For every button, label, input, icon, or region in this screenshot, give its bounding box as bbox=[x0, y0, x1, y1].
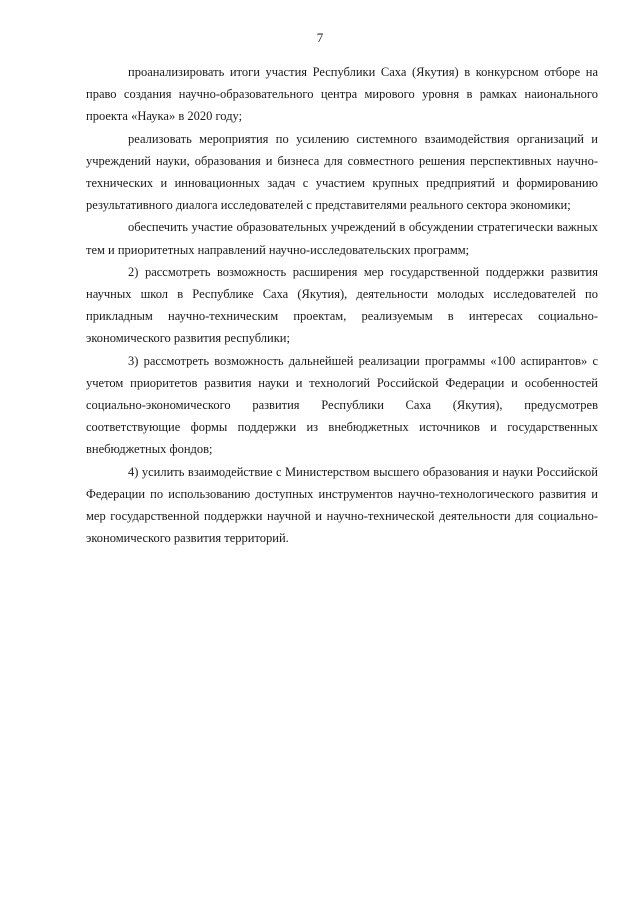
document-body bbox=[86, 61, 598, 549]
paragraph-interaction-measures: реализовать мероприятия по усилению системного взаимодействия организаций и учреждений науки, образования и бизнеса для совместного решения перспективных научно-технических и инновационных задач с участием крупных предприятий и формированию результативного диалога исследователей с представителями реального сектора экономики; bbox=[86, 131, 598, 213]
paragraph-education-participation: обеспечить участие образовательных учреждений в обсуждении стратегически важных тем и приоритетных направлений научно-исследовательских программ; bbox=[86, 220, 598, 257]
paragraph-nec-results: проанализировать итоги участия Республики Саха (Якутия) в конкурсном отборе на право создания научно-образовательного центра мирового уровня в рамках наионального проекта «Наука» в 2020 году; bbox=[86, 65, 598, 124]
page-number: 7 bbox=[316, 30, 324, 45]
paragraph-item-4: 4) усилить взаимодействие с Министерством высшего образования и науки Российской Федерации по использованию доступных инструментов научно-технологического развития и мер государственной поддержки научной и научно-технической деятельности для социально-экономического развития территорий. bbox=[86, 464, 598, 546]
paragraph-item-2: 2) рассмотреть возможность расширения мер государственной поддержки развития научных школ в Республике Саха (Якутия), деятельности молодых исследователей по прикладным научно-техническим проектам, реализуемым в интересах социально-экономического развития республики; bbox=[86, 264, 598, 346]
paragraph-item-3: 3) рассмотреть возможность дальнейшей реализации программы «100 аспирантов» с учетом приоритетов развития науки и технологий Российской Федерации и особенностей социально-экономического развития Республики Саха (Якутия), предусмотрев соответствующие формы поддержки из внебюджетных источников и государственных внебюджетных фондов; bbox=[86, 353, 598, 457]
